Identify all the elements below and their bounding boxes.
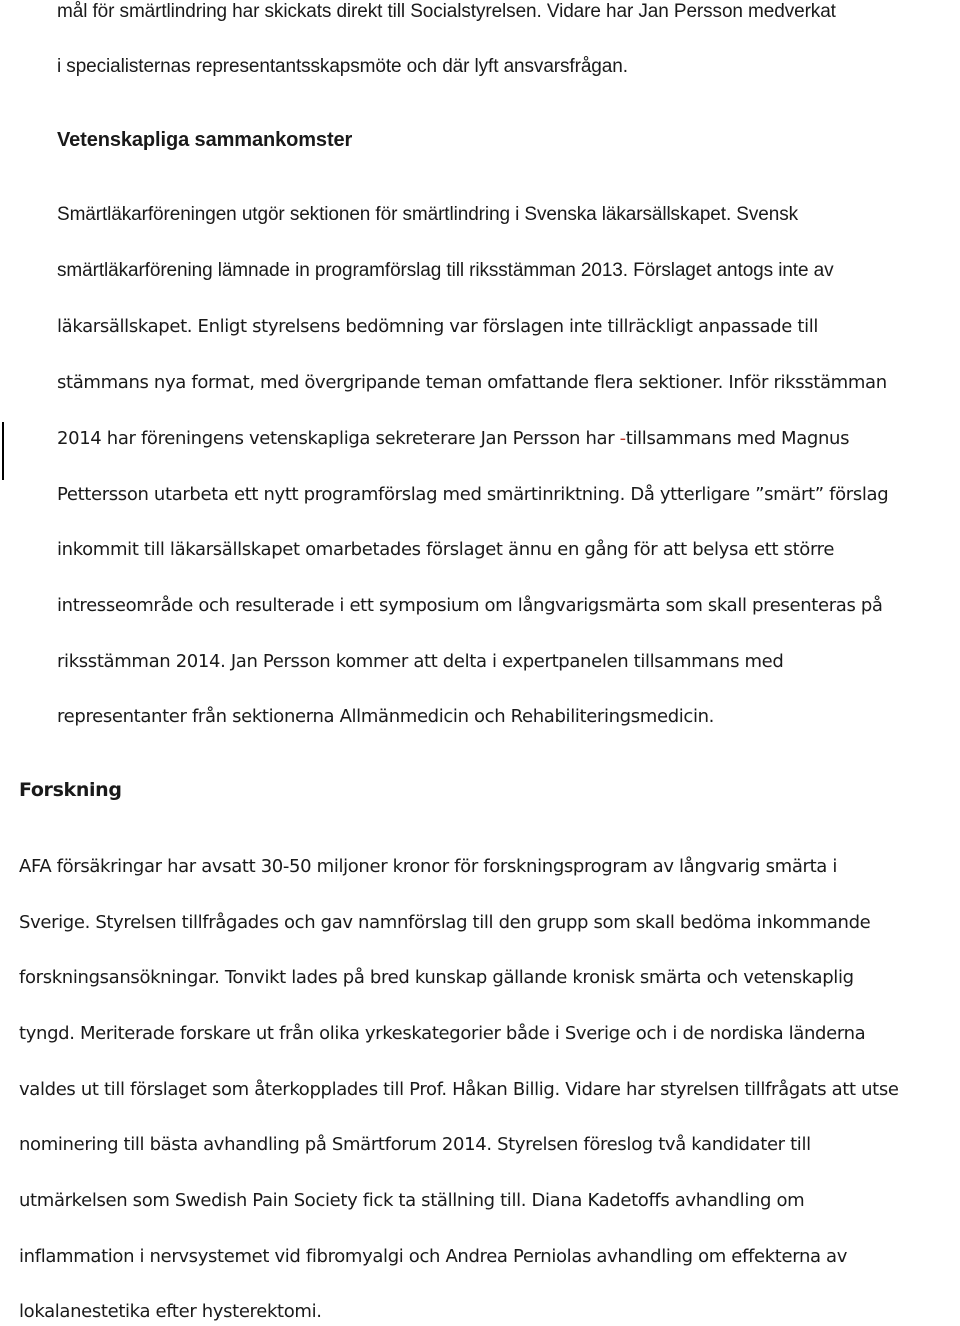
body-line: utmärkelsen som Swedish Pain Society fick ta ställning till. Diana Kadetoffs avhandling om	[19, 1190, 805, 1211]
body-line: inflammation i nervsystemet vid fibromyalgi och Andrea Perniolas avhandling om effekterna av	[19, 1246, 848, 1267]
body-line: i specialisternas representantsskapsmöte och där lyft ansvarsfrågan.	[57, 56, 628, 77]
body-line: stämmans nya format, med övergripande teman omfattande flera sektioner. Inför riksstämman	[57, 372, 887, 393]
body-line: intresseområde och resulterade i ett symposium om långvarigsmärta som skall presenteras på	[57, 595, 883, 616]
body-line: inkommit till läkarsällskapet omarbetades förslaget ännu en gång för att belysa ett större	[57, 539, 835, 560]
tracked-change-dash: -	[619, 428, 626, 449]
body-line: representanter från sektionerna Allmänmedicin och Rehabiliteringsmedicin.	[57, 706, 715, 727]
section-heading-forskning: Forskning	[19, 779, 122, 801]
body-line: smärtläkarförening lämnade in programförslag till riksstämman 2013. Förslaget antogs inte av	[57, 260, 834, 281]
body-line-2014	[57, 427, 849, 451]
body-line: läkarsällskapet. Enligt styrelsens bedömning var förslagen inte tillräckligt anpassade till	[57, 316, 819, 337]
body-line: lokalanestetika efter hysterektomi.	[19, 1301, 322, 1322]
body-line: valdes ut till förslaget som återkopplades till Prof. Håkan Billig. Vidare har styrelsen tillfrågats att utse	[19, 1079, 899, 1100]
body-line: nominering till bästa avhandling på Smärtforum 2014. Styrelsen föreslog två kandidater till	[19, 1134, 811, 1155]
body-line-2014-end: tillsammans med Magnus	[625, 428, 850, 449]
body-line: Sverige. Styrelsen tillfrågades och gav namnförslag till den grupp som skall bedöma inkommande	[19, 912, 871, 933]
body-line: AFA försäkringar har avsatt 30-50 miljoner kronor för forskningsprogram av långvarig smärta i	[19, 856, 837, 877]
body-line: mål för smärtlindring har skickats direkt till Socialstyrelsen. Vidare har Jan Persson medverkat	[57, 1, 836, 22]
body-line: Smärtläkarföreningen utgör sektionen för smärtlindring i Svenska läkarsällskapet. Svensk	[57, 204, 799, 225]
body-line: Pettersson utarbeta ett nytt programförslag med smärtinriktning. Då ytterligare ”smärt” förslag	[57, 484, 889, 505]
body-line: forskningsansökningar. Tonvikt lades på bred kunskap gällande kronisk smärta och vetenskaplig	[19, 967, 854, 988]
section-heading-vetenskapliga: Vetenskapliga sammankomster	[57, 129, 353, 151]
body-line: tyngd. Meriterade forskare ut från olika yrkeskategorier både i Sverige och i de nordiska länderna	[19, 1023, 866, 1044]
body-line-2014-start: 2014 har föreningens vetenskapliga sekreterare Jan Persson har	[57, 428, 620, 449]
revision-change-bar	[2, 422, 4, 480]
body-line: riksstämman 2014. Jan Persson kommer att delta i expertpanelen tillsammans med	[57, 651, 784, 672]
